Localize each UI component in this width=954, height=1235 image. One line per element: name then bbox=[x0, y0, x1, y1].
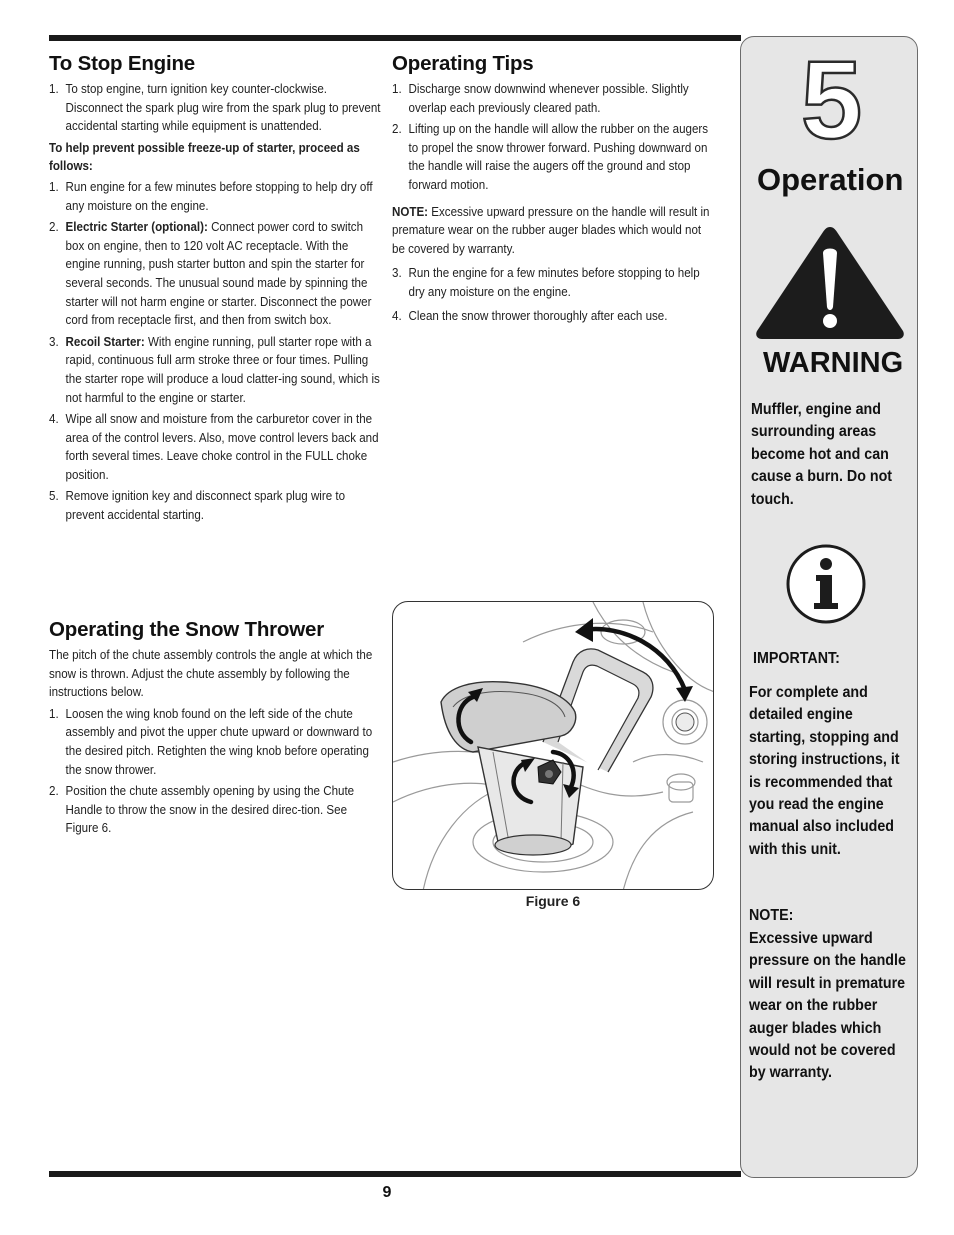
bottom-rule bbox=[49, 1171, 741, 1177]
list-item bbox=[49, 218, 381, 330]
step-text: Loosen the wing knob found on the left side of the chute assembly and pivot the upper chute upward or downward to the desired pitch. Retighten the wing knob before operating the snow thrower. bbox=[65, 706, 373, 777]
chute-illustration bbox=[393, 602, 714, 890]
top-rule bbox=[49, 35, 741, 41]
step-number: 3. bbox=[49, 334, 59, 349]
step-text: Run engine for a few minutes before stopping to help dry off any moisture on the engine. bbox=[65, 179, 373, 213]
sidebar-note-text: Excessive upward pressure on the handle will result in premature wear on the rubber auger blades which would not be covered by warranty. bbox=[749, 930, 906, 1082]
stop-engine-steps bbox=[49, 80, 381, 136]
snow-thrower-section bbox=[49, 618, 381, 841]
warning-text: Muffler, engine and surrounding areas become hot and can cause a burn. Do not touch. bbox=[751, 401, 893, 508]
list-item bbox=[49, 410, 381, 484]
important-text: For complete and detailed engine starting, stopping and storing instructions, it is recommended that you read the engine manual also included with this unit. bbox=[749, 684, 900, 858]
step-text: Lifting up on the handle will allow the rubber on the augers to propel the snow thrower forward. Pushing downward on the handle will raise the augers off the ground and stop forward motion. bbox=[408, 122, 709, 192]
step-text: To stop engine, turn ignition key counter-clockwise. Disconnect the spark plug wire from the spark plug to prevent accidental starting while equipment is unattended. bbox=[65, 82, 381, 134]
step-text: Remove ignition key and disconnect spark plug wire to prevent accidental starting. bbox=[65, 489, 346, 523]
important-label: IMPORTANT: bbox=[753, 650, 840, 667]
sidebar-note-label: NOTE: bbox=[749, 907, 794, 924]
note-text: Excessive upward pressure on the handle will result in premature wear on the rubber auger blades which would not be covered by warranty. bbox=[392, 204, 710, 256]
stop-engine-heading: To Stop Engine bbox=[49, 52, 195, 75]
step-text: Position the chute assembly opening by using the Chute Handle to throw the snow in the desired direc-tion. See Figure 6. bbox=[65, 784, 355, 836]
step-text: Run the engine for a few minutes before stopping to help dry any moisture on the engine. bbox=[408, 266, 700, 299]
step-text: Connect power cord to switch box on engine, then to 120 volt AC receptacle. With the engine running, push starter button and spin the starter for several seconds. The unusual sound made by spinning the starter will not harm engine or starter. Disconnect the power cord from receptacle first, and then from switch box. bbox=[65, 220, 372, 328]
step-number: 1. bbox=[49, 179, 59, 194]
step-text: Wipe all snow and moisture from the carburetor cover in the area of the control levers. Also, move control levers back and forth several times. Leave choke control in the FULL choke position. bbox=[65, 412, 379, 482]
list-item bbox=[49, 487, 381, 524]
list-item bbox=[392, 80, 714, 117]
snow-thrower-intro: The pitch of the chute assembly controls the angle at which the snow is thrown. Adjust the chute assembly by following the instructions below. bbox=[49, 648, 373, 700]
step-number: 4. bbox=[392, 308, 402, 323]
freeze-steps bbox=[49, 178, 381, 525]
list-item bbox=[49, 178, 381, 215]
warning-label: WARNING bbox=[763, 347, 904, 379]
step-number: 5. bbox=[49, 489, 59, 504]
chapter-sidebar bbox=[740, 36, 918, 1178]
operating-tips-section bbox=[392, 52, 714, 328]
chapter-title: Operation bbox=[757, 162, 904, 197]
step-text: Clean the snow thrower thoroughly after each use. bbox=[408, 308, 668, 323]
step-number: 2. bbox=[49, 784, 59, 799]
warning-triangle-icon bbox=[753, 223, 907, 341]
list-item bbox=[49, 705, 381, 779]
list-item bbox=[392, 264, 714, 301]
list-item bbox=[49, 782, 381, 838]
step-number: 2. bbox=[49, 220, 59, 235]
chapter-number: 5 bbox=[801, 39, 863, 162]
step-number: 1. bbox=[49, 706, 59, 721]
step-number: 3. bbox=[392, 266, 402, 281]
step-text: Discharge snow downwind whenever possible. Slightly overlap each previously cleared path. bbox=[408, 82, 689, 115]
note-lead: NOTE: bbox=[392, 204, 429, 219]
operating-tips-steps-after bbox=[392, 264, 714, 325]
operating-tips-note bbox=[392, 203, 714, 259]
step-lead: Recoil Starter: bbox=[65, 334, 145, 349]
stop-engine-section bbox=[49, 52, 381, 528]
operating-tips-heading: Operating Tips bbox=[392, 52, 534, 75]
list-item bbox=[392, 120, 714, 194]
list-item bbox=[49, 333, 381, 407]
list-item bbox=[392, 307, 714, 326]
info-icon bbox=[785, 543, 867, 625]
step-text: With engine running, pull starter rope with a rapid, continuous full arm stroke three or four times. Pulling the starter rope will produce a loud clatter-ing sound, which is not harmful to the engine or starter. bbox=[65, 334, 380, 405]
operating-tips-body bbox=[392, 80, 714, 325]
step-number: 4. bbox=[49, 412, 59, 427]
freeze-note: To help prevent possible freeze-up of starter, proceed as follows: bbox=[49, 140, 360, 174]
snow-thrower-heading: Operating the Snow Thrower bbox=[49, 618, 324, 641]
step-lead: Electric Starter (optional): bbox=[65, 220, 208, 235]
operating-tips-steps bbox=[392, 80, 714, 195]
page-number: 9 bbox=[382, 1184, 392, 1201]
step-number: 1. bbox=[392, 82, 402, 96]
stop-engine-body bbox=[49, 80, 381, 525]
snow-thrower-body bbox=[49, 646, 381, 838]
list-item bbox=[49, 80, 381, 136]
figure-6-illustration bbox=[392, 601, 714, 890]
figure-caption: Figure 6 bbox=[525, 893, 581, 909]
snow-thrower-steps bbox=[49, 705, 381, 838]
step-number: 2. bbox=[392, 122, 402, 137]
step-number: 1. bbox=[49, 82, 59, 96]
